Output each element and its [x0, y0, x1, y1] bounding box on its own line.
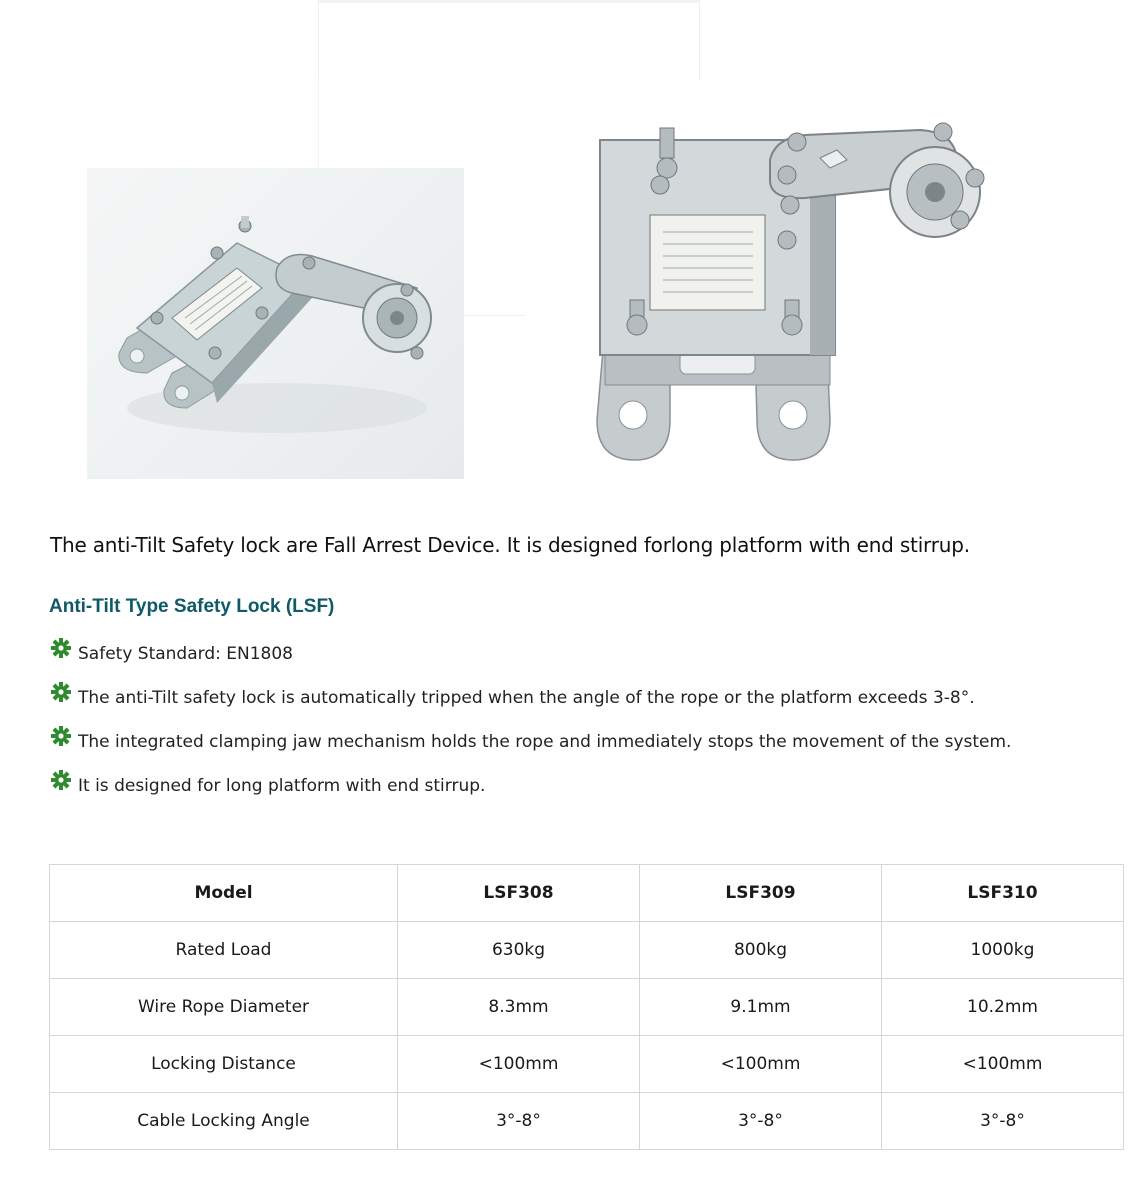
- table-cell: 8.3mm: [398, 979, 640, 1036]
- table-cell: 10.2mm: [882, 979, 1124, 1036]
- table-cell: <100mm: [640, 1036, 882, 1093]
- product-photo-left: [87, 168, 464, 479]
- safety-lock-illustration-right: [575, 120, 1015, 480]
- table-cell: Wire Rope Diameter: [50, 979, 398, 1036]
- spec-table: [49, 864, 1124, 1150]
- table-cell: 1000kg: [882, 922, 1124, 979]
- table-row: [50, 979, 1124, 1036]
- table-header-cell: LSF310: [882, 865, 1124, 922]
- table-row: [50, 1093, 1124, 1150]
- table-cell: 3°-8°: [882, 1093, 1124, 1150]
- table-cell: 3°-8°: [398, 1093, 640, 1150]
- table-row: [50, 922, 1124, 979]
- table-cell: 9.1mm: [640, 979, 882, 1036]
- table-header-row: [50, 865, 1124, 922]
- feature-text: Safety Standard: EN1808: [78, 644, 293, 664]
- table-row: [50, 1036, 1124, 1093]
- table-cell: 3°-8°: [640, 1093, 882, 1150]
- table-header-cell: LSF308: [398, 865, 640, 922]
- gear-bullet-icon: [50, 637, 72, 659]
- gear-bullet-icon: [50, 769, 72, 791]
- feature-text: It is designed for long platform with end stirrup.: [78, 776, 486, 796]
- divider-line: [464, 315, 526, 316]
- table-header-cell: LSF309: [640, 865, 882, 922]
- feature-text: The integrated clamping jaw mechanism holds the rope and immediately stops the movement of the system.: [78, 732, 1012, 752]
- top-banner-frame: [318, 0, 700, 81]
- top-banner-edge: [318, 78, 319, 168]
- gear-bullet-icon: [50, 681, 72, 703]
- table-cell: Cable Locking Angle: [50, 1093, 398, 1150]
- section-title: Anti-Tilt Type Safety Lock (LSF): [49, 596, 335, 617]
- table-cell: <100mm: [398, 1036, 640, 1093]
- safety-lock-illustration-left: [87, 168, 464, 479]
- table-cell: 800kg: [640, 922, 882, 979]
- table-cell: <100mm: [882, 1036, 1124, 1093]
- feature-text: The anti-Tilt safety lock is automatically tripped when the angle of the rope or the platform exceeds 3-8°.: [78, 688, 975, 708]
- product-photo-right: [575, 120, 1015, 480]
- table-cell: Locking Distance: [50, 1036, 398, 1093]
- gear-bullet-icon: [50, 725, 72, 747]
- table-header-cell: Model: [50, 865, 398, 922]
- intro-text: The anti-Tilt Safety lock are Fall Arrest Device. It is designed forlong platform with end stirrup.: [50, 533, 970, 557]
- table-cell: Rated Load: [50, 922, 398, 979]
- table-cell: 630kg: [398, 922, 640, 979]
